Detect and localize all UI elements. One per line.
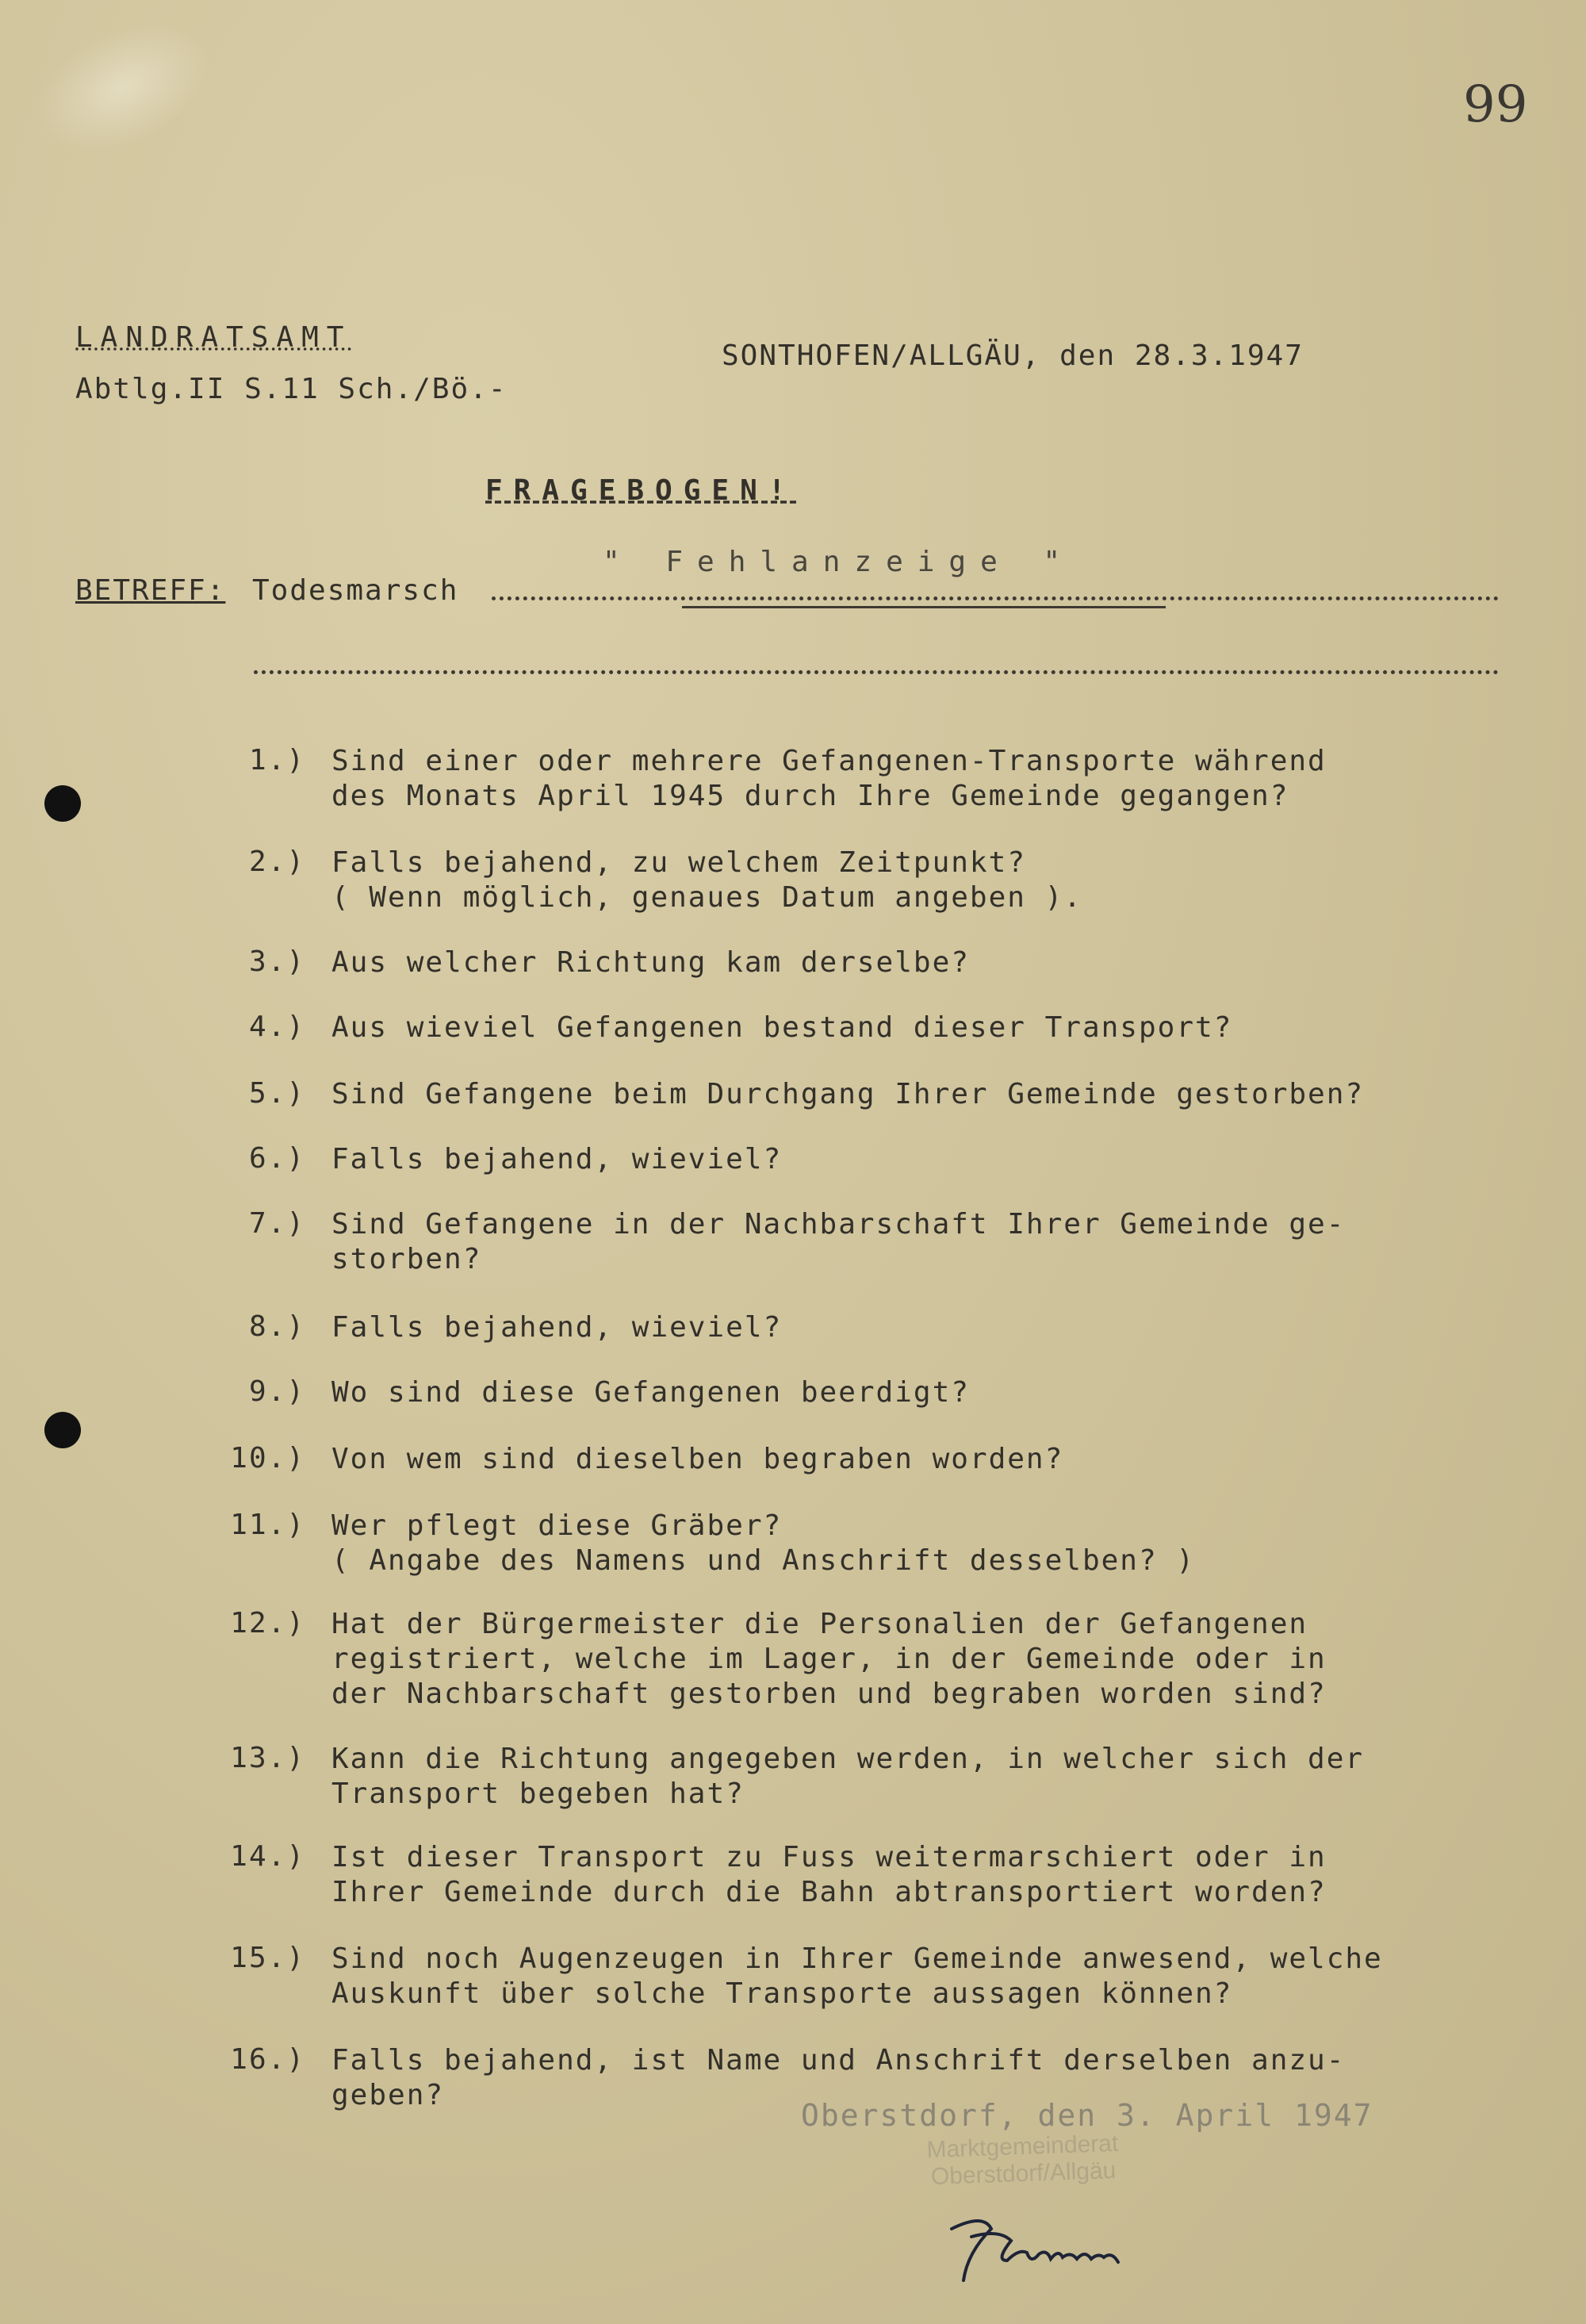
page-number: 99	[1463, 75, 1528, 134]
question-number: 8.)	[248, 1310, 305, 1343]
question-text: Sind Gefangene beim Durchgang Ihrer Gemeinde gestorben?	[331, 1078, 1365, 1110]
question-text: Falls bejahend, ist Name und Anschrift derselben anzu- geben?	[331, 2044, 1346, 2111]
question-number: 4.)	[248, 1011, 305, 1043]
question-number: 16.)	[230, 2043, 305, 2076]
place-date: SONTHOFEN/ALLGÄU, den 28.3.1947	[722, 339, 1304, 372]
subject-text: Todesmarsch	[252, 574, 459, 607]
question-text: Ist dieser Transport zu Fuss weitermarschiert oder in Ihrer Gemeinde durch die Bahn abtransportiert worden?	[331, 1841, 1327, 1908]
document-title: FRAGEBOGEN!	[485, 474, 797, 507]
subject-dotted-line	[492, 596, 1499, 600]
question-number: 10.)	[230, 1442, 305, 1475]
subject-underline	[682, 606, 1166, 608]
question-text: Falls bejahend, zu welchem Zeitpunkt? ( Wenn möglich, genaues Datum angeben ).	[331, 846, 1082, 914]
punch-hole-upper	[44, 785, 81, 822]
signed-date: Oberstdorf, den 3. April 1947	[801, 2098, 1373, 2133]
question-text: Sind Gefangene in der Nachbarschaft Ihrer Gemeinde ge- storben?	[331, 1208, 1346, 1275]
question-text: Kann die Richtung angegeben werden, in welcher sich der Transport begeben hat?	[331, 1743, 1365, 1810]
question-number: 2.)	[248, 846, 305, 878]
question-number: 13.)	[230, 1742, 305, 1774]
question-text: Falls bejahend, wieviel?	[331, 1311, 783, 1344]
question-text: Aus welcher Richtung kam derselbe?	[331, 946, 970, 979]
question-number: 14.)	[230, 1840, 305, 1873]
question-number: 15.)	[230, 1942, 305, 1974]
question-number: 11.)	[230, 1509, 305, 1541]
municipal-stamp: Marktgemeinderat Oberstdorf/Allgäu	[925, 2130, 1119, 2191]
punch-hole-lower	[44, 1412, 81, 1448]
question-text: Von wem sind dieselben begraben worden?	[331, 1443, 1064, 1475]
paper-crease	[17, 0, 229, 176]
question-text: Wo sind diese Gefangenen beerdigt?	[331, 1376, 970, 1409]
question-text: Falls bejahend, wieviel?	[331, 1143, 783, 1175]
nil-return-note: " Fehlanzeige "	[603, 546, 1075, 578]
question-text: Sind einer oder mehrere Gefangenen-Transporte während des Monats April 1945 durch Ihre Gemeinde gegangen?	[331, 745, 1327, 812]
question-number: 6.)	[248, 1142, 305, 1175]
question-text: Aus wieviel Gefangenen bestand dieser Transport?	[331, 1011, 1233, 1044]
subject-label: BETREFF:	[75, 574, 226, 607]
question-text: Sind noch Augenzeugen in Ihrer Gemeinde anwesend, welche Auskunft über solche Transporte aussagen können?	[331, 1942, 1383, 2010]
question-number: 3.)	[248, 945, 305, 978]
handwritten-signature	[936, 2205, 1142, 2292]
question-text: Wer pflegt diese Gräber? ( Angabe des Namens und Anschrift desselben? )	[331, 1509, 1195, 1577]
question-number: 7.)	[248, 1207, 305, 1240]
office-heading: LANDRATSAMT	[75, 321, 352, 354]
question-text: Hat der Bürgermeister die Personalien der Gefangenen registriert, welche im Lager, in der Gemeinde oder in der Nachbarschaft gestorben und begraben worden sind?	[331, 1608, 1327, 1710]
question-number: 1.)	[248, 744, 305, 777]
blank-dotted-line	[254, 670, 1499, 674]
question-number: 5.)	[248, 1077, 305, 1110]
reference-line: Abtlg.II S.11 Sch./Bö.-	[75, 373, 508, 405]
question-number: 12.)	[230, 1607, 305, 1639]
question-number: 9.)	[248, 1375, 305, 1408]
